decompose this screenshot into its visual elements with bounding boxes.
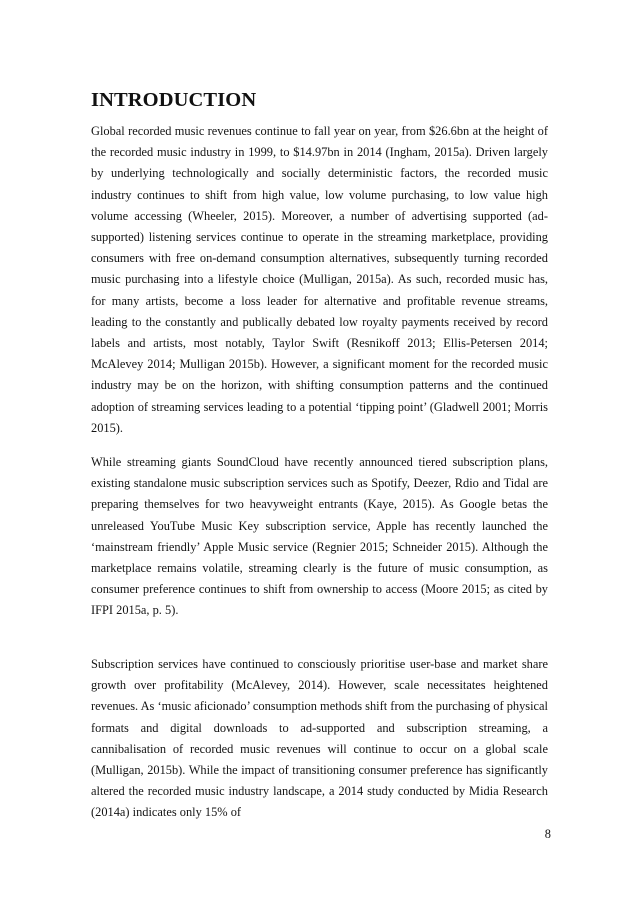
body-paragraph-3: Subscription services have continued to consciously prioritise user-base and market share growth over profitability (McAlevey, 2014). However, scale necessitates heightened revenues. As ‘music aficionado’ consumption methods shift from the purchasing of physical formats and digital downloads to ad-supported and subscription streaming, a cannibalisation of recorded music revenues will continue to occur on a global scale (Mulligan, 2015b). While the impact of transitioning consumer preference has significantly altered the recorded music industry landscape, a 2014 study conducted by Midia Research (2014a) indicates only 15% of	[91, 657, 548, 820]
page-number: 8	[544, 827, 551, 841]
section-heading: INTRODUCTION	[91, 89, 257, 111]
body-paragraph-2: While streaming giants SoundCloud have recently announced tiered subscription plans, existing standalone music subscription services such as Spotify, Deezer, Rdio and Tidal are preparing themselves for two heavyweight entrants (Kaye, 2015). As Google betas the unreleased YouTube Music Key subscription service, Apple has recently launched the ‘mainstream friendly’ Apple Music service (Regnier 2015; Schneider 2015). Although the marketplace remains volatile, streaming clearly is the future of music consumption, as consumer preference continues to shift from ownership to access (Moore 2015; as cited by IFPI 2015a, p. 5).	[91, 455, 548, 618]
body-paragraph-1: Global recorded music revenues continue to fall year on year, from $26.6bn at the height of the recorded music industry in 1999, to $14.97bn in 2014 (Ingham, 2015a). Driven largely by underlying technologically and socially deterministic factors, the recorded music industry continues to shift from high value, low volume purchasing, to low value high volume accessing (Wheeler, 2015). Moreover, a number of advertising supported (ad-supported) listening services continue to operate in the streaming marketplace, providing consumers with free on-demand consumption alternatives, subsequently turning recorded music purchasing into a lifestyle choice (Mulligan, 2015a). As such, recorded music has, for many artists, become a loss leader for alternative and profitable revenue streams, leading to the constantly and publically debated low royalty payments received by record labels and artists, most notably, Taylor Swift (Resnikoff 2013; Ellis-Petersen 2014; McAlevey 2014; Mulligan 2015b). However, a significant moment for the recorded music industry may be on the horizon, with shifting consumption patterns and the continued adoption of streaming services leading to a potential ‘tipping point’ (Gladwell 2001; Morris 2015).	[91, 124, 548, 435]
